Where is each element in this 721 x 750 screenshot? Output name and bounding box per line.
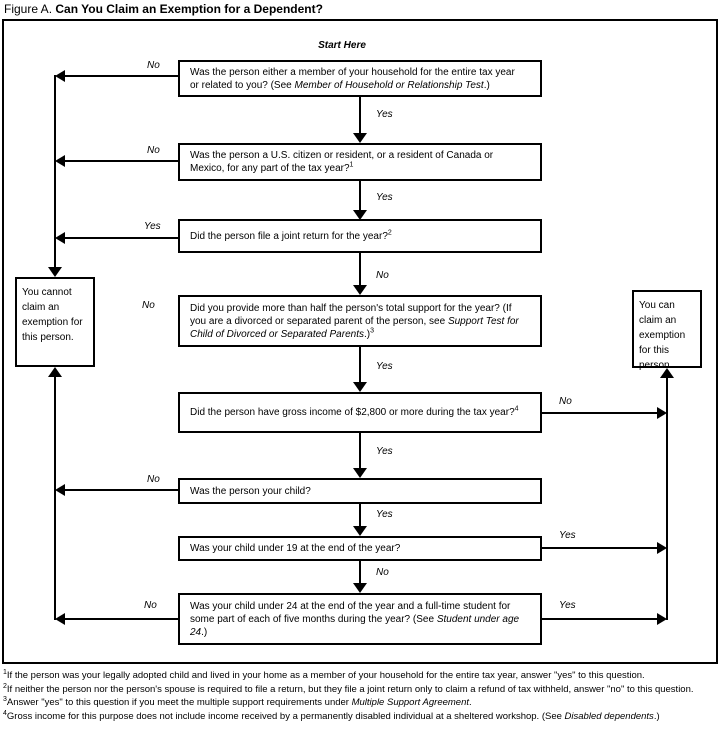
flow-line-q3-yes — [63, 237, 178, 239]
flow-line-q8-yes — [542, 618, 657, 620]
flow-line-q1-no — [63, 75, 178, 77]
arrowhead-left-icon — [55, 70, 65, 82]
arrowhead-down-icon — [353, 133, 367, 143]
arrowhead-up-icon — [48, 367, 62, 377]
edge-label-q5-yes: Yes — [376, 446, 393, 457]
question-text: Did the person have gross income of $2,800 or more during the tax year?$^4$ — [190, 405, 519, 418]
flow-line-q7-yes — [542, 547, 657, 549]
footnotes — [3, 669, 717, 723]
flow-line-left-bottom — [54, 377, 56, 620]
arrowhead-right-icon — [657, 407, 667, 419]
footnote-1 — [3, 669, 717, 683]
question-box-citizen-or-resident — [178, 143, 542, 181]
flow-line-q6-q7 — [359, 504, 361, 526]
flow-line-q5-q6 — [359, 433, 361, 468]
arrowhead-down-icon — [353, 583, 367, 593]
figure-title-main: Can You Claim an Exemption for a Dependent? — [55, 2, 323, 16]
flow-line-q4-q5 — [359, 347, 361, 382]
arrowhead-left-icon — [55, 484, 65, 496]
edge-label-q4-yes: Yes — [376, 361, 393, 372]
flow-line-q2-q3 — [359, 181, 361, 210]
flow-line-q2-no — [63, 160, 178, 162]
footnote-text: If the person was your legally adopted child and lived in your home as a member of your household for the entire tax year, answer "yes" to this question. — [6, 670, 645, 681]
edge-label-q5-no: No — [559, 396, 572, 407]
figure-title-prefix: Figure A. — [4, 2, 53, 16]
footnote-number: 3 — [3, 695, 7, 703]
question-box-joint-return — [178, 219, 542, 253]
question-box-gross-income — [178, 392, 542, 433]
question-text: Was the person a U.S. citizen or resident, or a resident of Canada or Mexico, for any part of the tax year?$^1$ — [190, 150, 494, 174]
arrowhead-left-icon — [55, 613, 65, 625]
arrowhead-down-icon — [353, 210, 367, 220]
arrowhead-down-icon — [353, 285, 367, 295]
edge-label-q2-no: No — [147, 145, 160, 156]
question-box-half-support — [178, 295, 542, 347]
edge-label-q4-no: No — [142, 300, 155, 311]
question-text: Was the person your child? — [190, 485, 311, 497]
question-text: Was your child under 24 at the end of the year and a full-time student for some part of each of five months during the year? (See Student under age 24.) — [190, 600, 520, 638]
edge-label-q8-yes: Yes — [559, 600, 576, 611]
result-box-can-claim: You can claim an exemption for this person. — [632, 290, 702, 368]
edge-label-q7-yes: Yes — [559, 530, 576, 541]
question-text: Did you provide more than half the person's total support for the year? (If you are a divorced or separated parent of the person, see Support Test for Child of Divorced or Separated Parents.)$^3$ — [190, 302, 519, 340]
edge-label-q3-no: No — [376, 270, 389, 281]
edge-label-q8-no: No — [144, 600, 157, 611]
edge-label-q7-no: No — [376, 567, 389, 578]
footnote-number: 1 — [3, 668, 7, 676]
footnote-text: If neither the person nor the person's spouse is required to file a return, but they file a joint return only to claim a refund of tax withheld, answer "no" to this question. — [6, 683, 694, 695]
footnote-text: Answer "yes" to this question if you meet the multiple support requirements under Multiple Support Agreement. — [6, 697, 472, 708]
footnote-3 — [3, 696, 717, 710]
edge-label-q3-yes: Yes — [144, 221, 161, 232]
arrowhead-up-icon — [660, 368, 674, 378]
question-box-household-or-related — [178, 60, 542, 97]
footnote-number: 2 — [3, 682, 7, 690]
footnote-2 — [3, 683, 717, 697]
edge-label-q1-no: No — [147, 60, 160, 71]
arrowhead-down-icon — [353, 526, 367, 536]
arrowhead-down-icon — [48, 267, 62, 277]
flow-line-q8-no — [63, 618, 178, 620]
question-text: Was your child under 19 at the end of the year? — [190, 543, 401, 554]
arrowhead-right-icon — [657, 613, 667, 625]
flow-line-q6-no — [63, 489, 178, 491]
footnote-text: Gross income for this purpose does not include income received by a permanently disabled individual at a sheltered workshop. (See Disabled dependents.) — [6, 710, 660, 722]
arrowhead-down-icon — [353, 382, 367, 392]
figure-title — [4, 2, 323, 16]
flow-line-q1-q2 — [359, 97, 361, 133]
flow-line-q5-no — [542, 412, 657, 414]
result-box-cannot-claim: You cannot claim an exemption for this person. — [15, 277, 95, 367]
question-text: Did the person file a joint return for the year?$^2$ — [190, 229, 392, 242]
start-here-label: Start Here — [318, 40, 366, 51]
arrowhead-left-icon — [55, 232, 65, 244]
arrowhead-down-icon — [353, 468, 367, 478]
edge-label-q2-yes: Yes — [376, 192, 393, 203]
footnote-4 — [3, 710, 717, 724]
question-box-your-child — [178, 478, 542, 504]
question-box-under-19 — [178, 536, 542, 561]
edge-label-q6-no: No — [147, 474, 160, 485]
question-box-under-24-student — [178, 593, 542, 645]
footnote-number: 4 — [3, 709, 7, 717]
arrowhead-right-icon — [657, 542, 667, 554]
question-text: Was the person either a member of your household for the entire tax year or related to you? (See Member of Household or Relationship Test.) — [190, 66, 515, 91]
edge-label-q1-yes: Yes — [376, 109, 393, 120]
arrowhead-left-icon — [55, 155, 65, 167]
flow-line-q7-q8 — [359, 561, 361, 583]
flow-line-q3-q4 — [359, 252, 361, 285]
edge-label-q6-yes: Yes — [376, 509, 393, 520]
